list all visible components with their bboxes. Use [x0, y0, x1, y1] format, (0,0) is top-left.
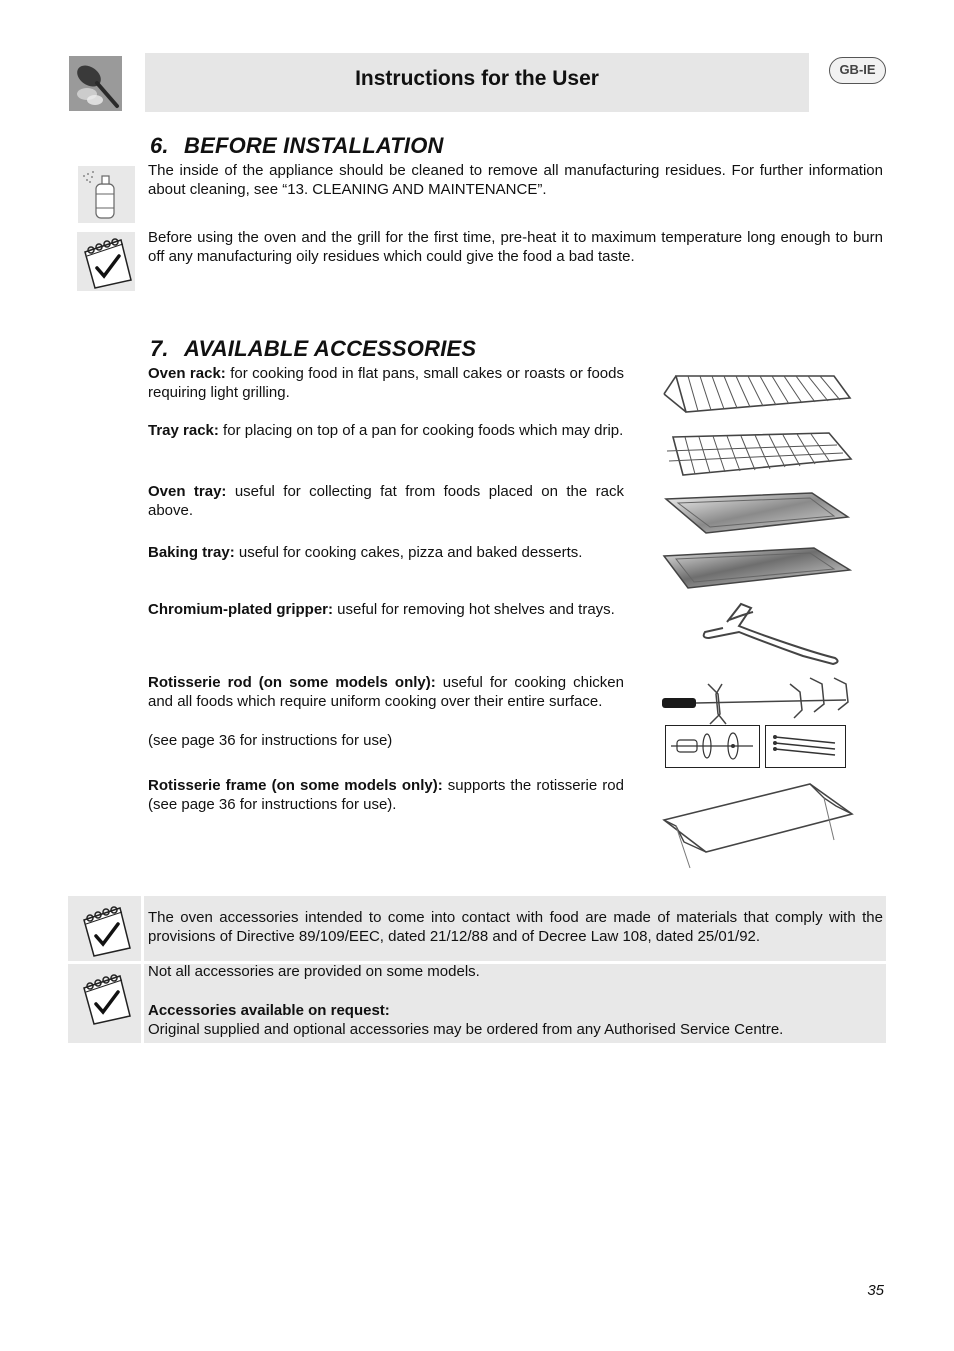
- note-band-availability: [68, 964, 886, 1043]
- notepad-check-icon: [77, 232, 135, 291]
- accessory-desc: supports the rotisserie rod (see page 36 for instructions for use).: [148, 777, 624, 814]
- accessory-desc: for placing on top of a pan for cooking foods which may drip.: [218, 422, 624, 439]
- rotisserie-detail-1-image: [665, 725, 760, 768]
- accessory-rotisserie-rod: [148, 673, 624, 712]
- gripper-image: [699, 600, 843, 668]
- accessory-name: Oven rack:: [148, 365, 226, 382]
- oven-rack-image: [658, 372, 852, 416]
- tray-rack-image: [659, 431, 853, 479]
- note-icon-cell: [68, 964, 144, 1043]
- accessory-tray-rack: [148, 421, 624, 440]
- section-6-number: 6.: [150, 133, 169, 158]
- oven-tray-image: [662, 491, 852, 535]
- rotisserie-frame-image: [660, 780, 854, 874]
- accessory-desc: useful for cooking chicken and all foods which require uniform cooking over their entire surface.: [148, 674, 624, 711]
- note-availability-line-1: Not all accessories are provided on some models.: [148, 963, 480, 980]
- accessory-oven-rack: [148, 364, 624, 403]
- spoon-logo-icon: [69, 56, 122, 111]
- accessory-rotisserie-frame: [148, 776, 624, 815]
- accessory-gripper: [148, 600, 624, 619]
- notepad-check-icon: [76, 900, 134, 959]
- language-badge: GB-IE: [829, 57, 886, 84]
- page-number: 35: [867, 1282, 884, 1299]
- note-icon-cell: [68, 896, 144, 961]
- accessory-desc: for cooking food in flat pans, small cakes or roasts or foods requiring light grilling.: [148, 365, 624, 402]
- accessory-baking-tray: [148, 543, 624, 562]
- header-band: [145, 53, 809, 112]
- accessory-desc: useful for cooking cakes, pizza and baked desserts.: [234, 544, 583, 561]
- section-6-title: BEFORE INSTALLATION: [184, 133, 444, 158]
- rotisserie-detail-2-image: [765, 725, 846, 768]
- notepad-check-icon: [76, 968, 134, 1027]
- section-7-heading: [150, 336, 476, 362]
- section-6-paragraph-1: The inside of the appliance should be cleaned to remove all manufacturing residues. For further information about cleaning, see “13. CLEANING AND MAINTENANCE”.: [148, 162, 883, 199]
- note-availability-heading: Accessories available on request:: [148, 1001, 390, 1019]
- page-header-title: Instructions for the User: [355, 67, 599, 90]
- accessory-name: Rotisserie rod (on some models only):: [148, 674, 436, 691]
- accessory-name: Oven tray:: [148, 483, 227, 500]
- note-band-materials: [68, 896, 886, 961]
- section-6-heading: [150, 133, 444, 159]
- accessory-desc: useful for removing hot shelves and trays.: [333, 601, 615, 618]
- accessory-name: Baking tray:: [148, 544, 235, 561]
- accessory-desc: useful for collecting fat from foods placed on the rack above.: [148, 483, 624, 520]
- section-7-number: 7.: [150, 336, 169, 361]
- accessory-name: Tray rack:: [148, 422, 219, 439]
- note-materials-text: The oven accessories intended to come into contact with food are made of materials that comply with the provisions of Directive 89/109/EEC, dated 21/12/88 and of Decree Law 108, dated 25/01/92.: [148, 909, 883, 946]
- accessory-name: Rotisserie frame (on some models only):: [148, 777, 443, 794]
- section-7-title: AVAILABLE ACCESSORIES: [184, 336, 477, 361]
- spray-cleaner-icon: [78, 166, 135, 223]
- accessory-rotisserie-rod-note: (see page 36 for instructions for use): [148, 732, 393, 749]
- section-6-paragraph-2: Before using the oven and the grill for the first time, pre-heat it to maximum temperature long enough to burn off any manufacturing oily residues which could give the food a bad taste.: [148, 229, 883, 266]
- note-availability-line-2: Original supplied and optional accessories may be ordered from any Authorised Service Centre.: [148, 1020, 784, 1038]
- rotisserie-rod-image: [660, 674, 854, 726]
- accessory-name: Chromium-plated gripper:: [148, 601, 334, 618]
- note-availability-text: [148, 962, 883, 1039]
- baking-tray-image: [660, 546, 852, 590]
- accessory-oven-tray: [148, 482, 624, 521]
